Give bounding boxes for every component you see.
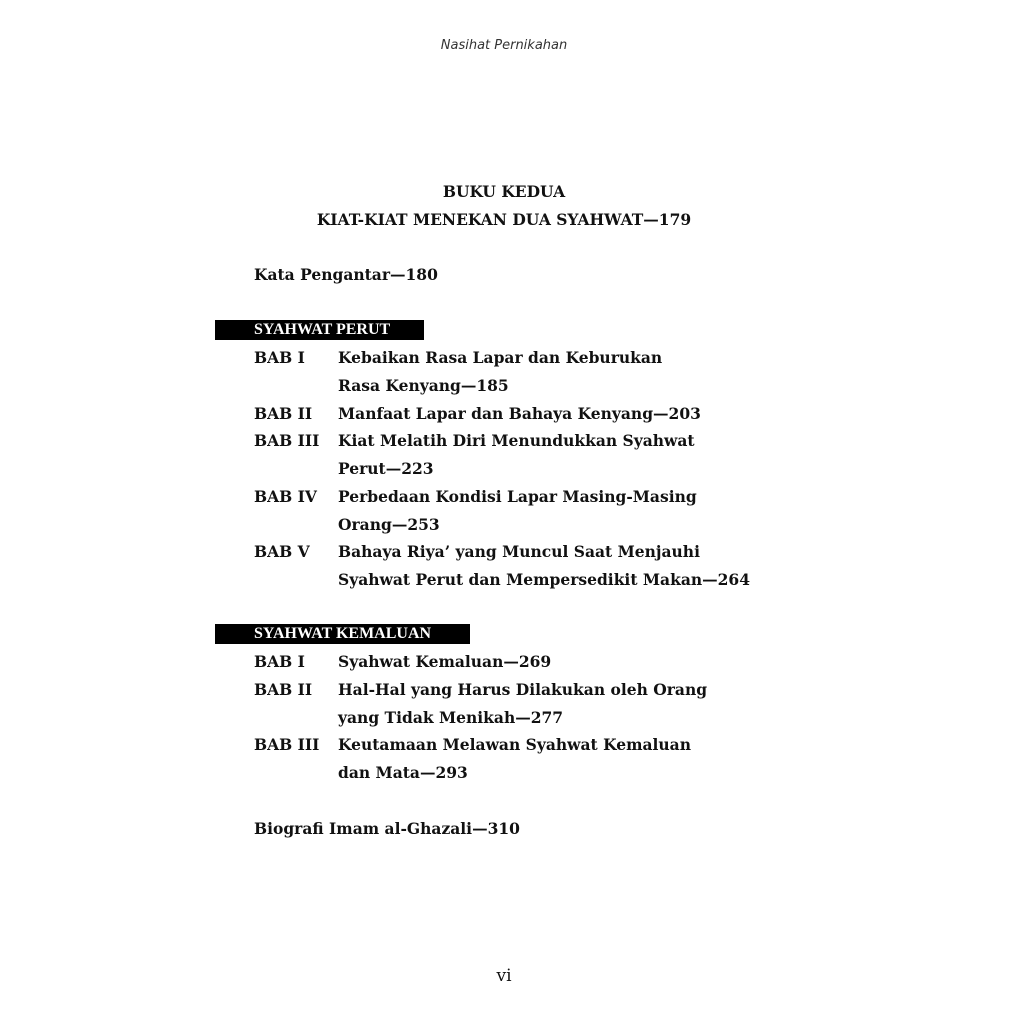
chapter-title-line: Kiat Melatih Diri Menundukkan Syahwat bbox=[338, 431, 695, 450]
biography-entry: Biografi Imam al-Ghazali—310 bbox=[254, 819, 520, 838]
page-number: vi bbox=[496, 966, 512, 986]
chapter-label: BAB IV bbox=[254, 487, 317, 506]
chapter-label: BAB II bbox=[254, 680, 313, 699]
chapter-title-line: Perbedaan Kondisi Lapar Masing-Masing bbox=[338, 487, 697, 506]
chapter-label: BAB V bbox=[254, 542, 310, 561]
chapter-title-line: Manfaat Lapar dan Bahaya Kenyang—203 bbox=[338, 404, 701, 423]
chapter-title-line: Hal-Hal yang Harus Dilakukan oleh Orang bbox=[338, 680, 708, 699]
preface-entry: Kata Pengantar—180 bbox=[254, 265, 438, 284]
chapter-title-line: Syahwat Perut dan Mempersedikit Makan—264 bbox=[338, 570, 750, 589]
chapter-title-line: dan Mata—293 bbox=[338, 763, 468, 782]
chapter-title-line: Syahwat Kemaluan—269 bbox=[338, 652, 552, 671]
running-header: Nasihat Pernikahan bbox=[440, 38, 568, 53]
chapter-title-line: Bahaya Riya’ yang Muncul Saat Menjauhi bbox=[338, 542, 700, 561]
chapter-title-line: Rasa Kenyang—185 bbox=[338, 376, 509, 395]
chapter-title-line: yang Tidak Menikah—277 bbox=[338, 708, 564, 727]
chapter-title-line: Keutamaan Melawan Syahwat Kemaluan bbox=[338, 735, 691, 754]
section-heading-perut: SYAHWAT PERUT bbox=[215, 320, 424, 340]
chapter-label: BAB I bbox=[254, 652, 305, 671]
chapter-title-line: Orang—253 bbox=[338, 515, 440, 534]
section-heading-kemaluan: SYAHWAT KEMALUAN bbox=[215, 624, 470, 644]
chapter-label: BAB I bbox=[254, 348, 305, 367]
book-main-title: KIAT-KIAT MENEKAN DUA SYAHWAT—179 bbox=[316, 210, 692, 229]
book-part-title: BUKU KEDUA bbox=[442, 182, 566, 201]
chapter-label: BAB II bbox=[254, 404, 313, 423]
chapter-title-line: Perut—223 bbox=[338, 459, 434, 478]
chapter-title-line: Kebaikan Rasa Lapar dan Keburukan bbox=[338, 348, 663, 367]
chapter-label: BAB III bbox=[254, 735, 320, 754]
chapter-label: BAB III bbox=[254, 431, 320, 450]
